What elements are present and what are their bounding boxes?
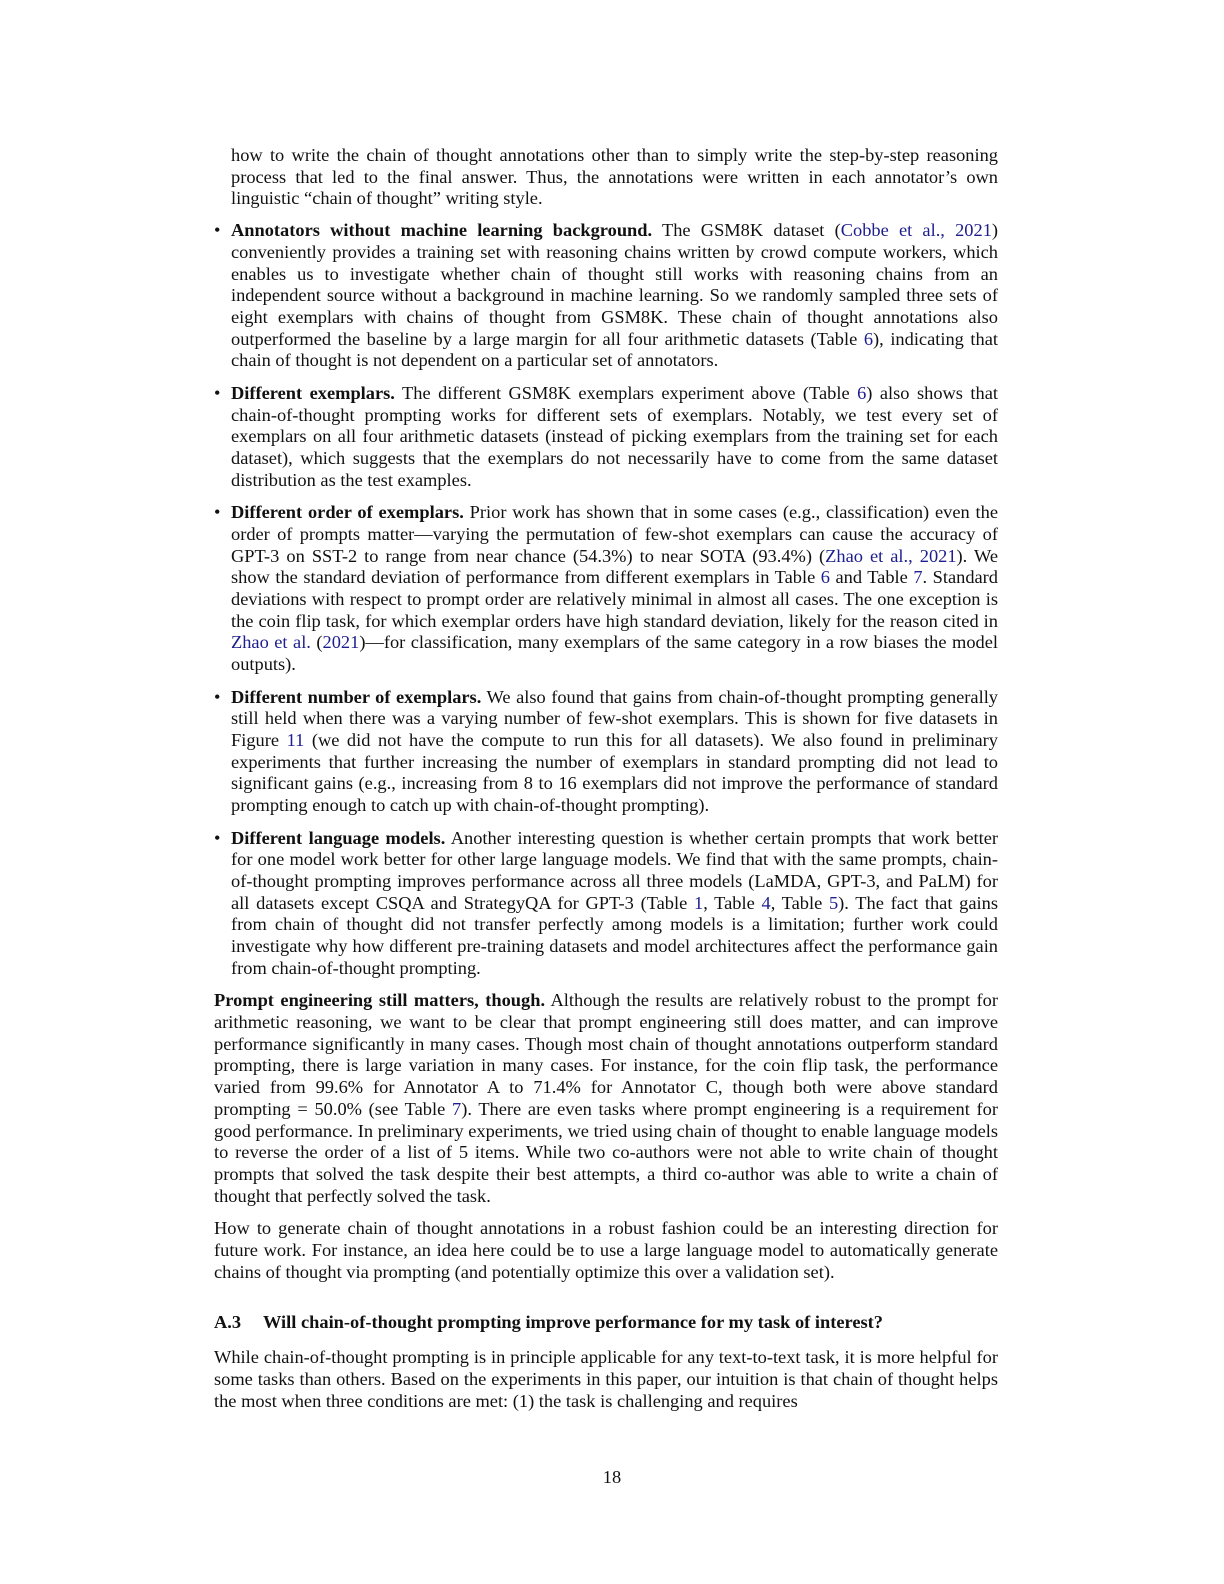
text-run: )—for classification, many exemplars of the same category in a row biases the model outputs). — [231, 632, 998, 675]
bullet-title: Different exemplars. — [231, 382, 395, 403]
text-run: and Table — [829, 567, 914, 588]
robust-annotation-paragraph — [214, 1218, 998, 1283]
cross-reference-link[interactable]: 5 — [828, 892, 839, 913]
bullet-annotators — [214, 220, 998, 372]
section-number: A.3 — [214, 1312, 242, 1333]
bullet-glyph: • — [214, 827, 221, 848]
section-intro-paragraph — [214, 1347, 998, 1412]
text-run: how to write the chain of thought annotations other than to simply write the step-by-step reasoning process that led to the final answer. Thus, the annotations were written in each annotator’s own linguistic “chain of thought” writing style. — [231, 145, 998, 209]
bullet-body — [231, 220, 998, 370]
text-run: The different GSM8K exemplars experiment above (Table — [394, 382, 858, 403]
text-run: Prior work has shown that in some cases (e.g., classification) even the order of prompts matter—varying the permutation of few-shot exemplars can cause the accuracy of GPT-3 on SST-2 to range from near chance (54.3%) to near SOTA (93.4%) ( — [231, 502, 998, 566]
cross-reference-link[interactable]: 1 — [694, 892, 704, 913]
bullet-body — [231, 828, 998, 978]
text-run: The GSM8K dataset ( — [652, 220, 841, 241]
bullet-glyph: • — [214, 502, 221, 523]
text-run: ) also shows that chain-of-thought prompting works for different sets of exemplars. Notably, we test every set of exemplars on all four arithmetic datasets (instead of picking exemplars from the training set for each dataset), which suggests that the exemplars do not necessarily have to come from the same dataset distribution as the test examples. — [231, 382, 998, 490]
text-run: , Table — [770, 892, 829, 913]
bullet-glyph: • — [214, 686, 221, 707]
paragraph-title: Prompt engineering still matters, though. — [214, 990, 546, 1011]
bullet-different-exemplars — [214, 383, 998, 492]
paragraph-body — [214, 990, 998, 1205]
text-run: We also found that gains from chain-of-thought prompting generally still held when there was a varying number of few-shot exemplars. This is shown for five datasets in Figure — [231, 686, 998, 750]
section-title: Will chain-of-thought prompting improve performance for my task of interest? — [263, 1312, 883, 1333]
page-number: 18 — [602, 1467, 622, 1487]
cross-reference-link[interactable]: 4 — [761, 892, 771, 913]
bullet-glyph: • — [214, 382, 221, 403]
continuation-paragraph — [214, 145, 998, 210]
bullet-title: Different order of exemplars. — [231, 502, 464, 523]
section-heading — [214, 1311, 998, 1333]
bullet-title: Different language models. — [231, 827, 446, 848]
bullet-language-models — [214, 828, 998, 980]
text-run: While chain-of-thought prompting is in principle applicable for any text-to-text task, it is more helpful for some tasks than others. Based on the experiments in this paper, our intuition is that chain of thought helps the most when three conditions are met: (1) the task is challenging and requires — [214, 1347, 998, 1411]
bullet-glyph: • — [214, 220, 221, 241]
text-run: Although the results are relatively robust to the prompt for arithmetic reasoning, we want to be clear that prompt engineering still does matter, and can improve performance significantly in many cases. Though most chain of thought annotations outperform standard prompting, there is large variation in many cases. For instance, for the coin flip task, the performance varied from 99.6% for Annotator A to 71.4% for Annotator C, though both were above standard prompting = 50.0% (see Table — [214, 990, 998, 1119]
text-run: ) conveniently provides a training set with reasoning chains written by crowd compute workers, which enables us to investigate whether chain of thought still works with reasoning chains from an independent source without a background in machine learning. So we randomly sampled three sets of eight exemplars with chains of thought from GSM8K. These chain of thought annotations also outperformed the baseline by a large margin for all four arithmetic datasets (Table — [231, 220, 999, 349]
cross-reference-link[interactable]: Zhao et al. — [231, 632, 311, 653]
text-run: ( — [310, 632, 323, 653]
prompt-engineering-paragraph — [214, 990, 998, 1207]
text-run: ). There are even tasks where prompt engineering is a requirement for good performance. In preliminary experiments, we tried using chain of thought to enable language models to reverse the order of a list of 5 items. While two co-authors were not able to write chain of thought prompts that solved the task despite their best attempts, a third co-author was able to write a chain of thought that perfectly solved the task. — [214, 1098, 998, 1206]
cross-reference-link[interactable]: 6 — [820, 567, 830, 588]
text-run: ), indicating that chain of thought is not dependent on a particular set of annotators. — [231, 328, 999, 371]
bullet-number-of-exemplars — [214, 687, 998, 817]
text-run: , Table — [703, 892, 762, 913]
text-column — [214, 145, 998, 1412]
bullet-title: Annotators without machine learning background. — [231, 220, 653, 241]
text-run: . Standard deviations with respect to prompt order are relatively minimal in almost all cases. The one exception is the coin flip task, for which exemplar orders have high standard deviation, likely for the reason cited in — [231, 567, 998, 631]
bullet-order-of-exemplars — [214, 502, 998, 676]
text-run: ). The fact that gains from chain of thought did not transfer perfectly among models is a limitation; further work could investigate why how different pre-training datasets and model architectures affect the performance gain from chain-of-thought prompting. — [231, 892, 998, 978]
cross-reference-link[interactable]: 7 — [452, 1098, 462, 1119]
text-run: ). We show the standard deviation of performance from different exemplars in Table — [231, 545, 998, 588]
cross-reference-link[interactable]: Zhao et al., 2021 — [825, 545, 957, 566]
cross-reference-link[interactable]: Cobbe et al., 2021 — [840, 220, 992, 241]
robustness-bullet-list — [214, 220, 998, 979]
cross-reference-link[interactable]: 7 — [913, 567, 923, 588]
text-run: (we did not have the compute to run this for all datasets). We also found in preliminary experiments that further increasing the number of exemplars in standard prompting did not lead to significant gains (e.g., increasing from 8 to 16 exemplars did not improve the performance of standard prompting enough to catch up with chain-of-thought prompting). — [231, 729, 998, 816]
text-run: How to generate chain of thought annotations in a robust fashion could be an interesting direction for future work. For instance, an idea here could be to use a large language model to automatically generate chains of thought via prompting (and potentially optimize this over a validation set). — [214, 1218, 998, 1282]
bullet-title: Different number of exemplars. — [231, 686, 482, 707]
text-run: Another interesting question is whether certain prompts that work better for one model work better for other large language models. We find that with the same prompts, chain-of-thought prompting improves performance across all three models (LaMDA, GPT-3, and PaLM) for all datasets except CSQA and StrategyQA for GPT-3 (Table — [231, 827, 999, 913]
bullet-body — [231, 502, 998, 674]
cross-reference-link[interactable]: 6 — [863, 328, 874, 349]
cross-reference-link[interactable]: 11 — [286, 729, 305, 750]
cross-reference-link[interactable]: 2021 — [322, 632, 360, 653]
cross-reference-link[interactable]: 6 — [857, 382, 867, 403]
